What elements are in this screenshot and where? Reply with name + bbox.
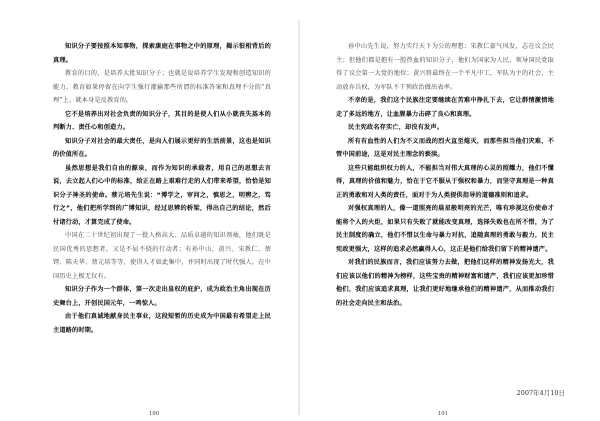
paragraph: 中国在二十世纪初出现了一批人格高大、品质卓越的知识领袖，他们既是民国优秀的思想者，又是不屈不挠的行动者；有孙中山、黄兴、宋教仁、蔡锷、陈天华、蔡元培等等，使得人才如此集中，并同时出现了时代强人，在中国历史上极无仅有。 — [53, 232, 271, 280]
paragraph: 知识分子要按照本知事物，探索康庭在事物之中的原理，揭示很相背后的真理。 — [53, 43, 271, 64]
paragraph: 知识分子对社会的最大责任，是向人们展示更好的生活前景，这也是知识的价值所在。 — [53, 137, 271, 158]
paragraph: 民主宪政名存实亡，却没有发声。 — [348, 124, 444, 131]
page-number: 190 — [148, 411, 160, 417]
page-number: 191 — [437, 411, 449, 417]
paragraph: 对我们的民族而言，我们应该努力去做，把他们这样的精神发扬光大，我们应该以他们的精神为榜样，这些宝贵的精神财富和遗产，我们应该更加珍惜他们，我们应该追求真理，让我们更好地继承他们的精神遗产，从而推动我们的社会走向民主和法治。 — [336, 259, 554, 307]
paragraph: 这些只能组织权力的人，不能担当对伟大真理的心灵的照耀力，他们不懂得，真理的价值和魅力，恰在于它不服从于强权和暴力，而坚守真理是一种真正的勇敢和对人类的责任，面对于为人类提供指导的道德准则和追求。 — [336, 164, 554, 199]
paragraph: 不幸的是，我们这个民族注定要继续在苦难中挣扎下去，它让群情激愤地走了多远的地方，让血腥暴力击碎了良心和真理。 — [336, 97, 554, 118]
paragraph: 所有有血性的人们为不义而战的烈火直至熄灭，而那些担当他们灾难，不管中国前途，这是对民主理念的亵渎。 — [336, 137, 554, 158]
paragraph: 它不是培养出对社会负责的知识分子，其目的是使人们从小就丧失基本的判断力、责任心和创造力。 — [53, 110, 271, 131]
paragraph: 教育的目的，是培养大批知识分子；也就是说培养学生发现和创造知识的能力。教育如果停留在向学生强行灌输那些所谓的标准答案和真理不分的“真理”上，就本身是反教育的。 — [53, 70, 271, 104]
date-signature: 2007年4月10日 — [516, 389, 565, 397]
paragraph: 孙中山先生说，努力实行天下为公的理想；宋教仁豪气风发，志在议会民主；但他们都是抱有一腔热血的知识分子，他们为国家为人民，领导国民党取得了议会第一大党的地位；黄兴将最终在一个平凡中工，军队为主的社会，主动放弃兵权，为军队不干预政治做出表率。 — [336, 43, 554, 91]
right-page — [300, 0, 600, 421]
paragraph: 知识分子作为一个群体，第一次走出皇权的庇护，成为政治主角出现在历史舞台上，开创民国元年，一鸣惊人。 — [53, 286, 271, 307]
left-page-text — [53, 40, 271, 337]
paragraph: 由于他们真诚地献身民主事业，这段短暂的历史成为中国最有希望走上民主道路的时期。 — [53, 313, 271, 334]
paragraph: 虽然思想是我们自由的源泉，而作为知识的承载者，用自己的思想去言说，去立起人们心中的标准，给正在路上艰难行走的人们带来希望，恰恰是知识分子神圣的使命。蔡元培先生说：“博学之，审问之，慎思之，明辨之，笃行之”，他们把所学到的广博知识，经过思辨的桥梁，得出自己的结论，然后付诸行动，才算完成了使命。 — [53, 164, 271, 226]
right-page-text — [336, 40, 554, 310]
paragraph: 对强权真理的人，像一道照亮的晨星般明亮的光芒，唯有珍视这份使命才能将个人的火炬，如果只有失败了就能改变真理，选择失败也在所不惜，为了民主制度的确立，他们不惜以生命与暴力对抗，追随真理的勇敢与毅力，民主宪政更强大，这样的追求必然赢得人心，这正是他们给我们留下的精神遗产。 — [336, 205, 554, 253]
